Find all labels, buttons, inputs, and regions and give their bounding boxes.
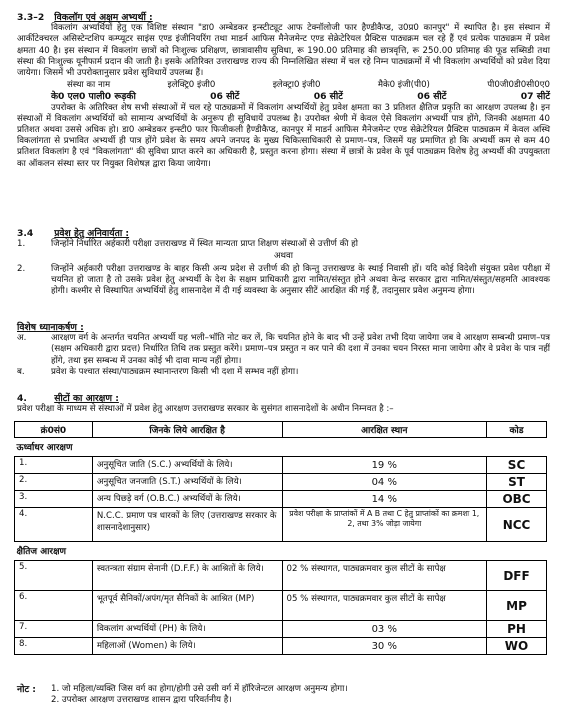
section-title: विकलॉग एवं अक्षम अभ्यर्थी : <box>54 12 153 23</box>
paragraph: विकलांग अभ्यर्थियों हेतु एक विशिष्ट संस्थान "डा0 अम्बेडकर इन्स्टीट्यूट आफ टेक्नॉलोजी फार हैण्डीकैप्ड, उ0प्र0 कानपुर" में स्थापित है। इस संस्थान में आर्कीटेक्चरल असिस्टेन्टशिप कम्प्यूटर साइंस एण्ड इंजीनियरिंग तथा माडर्न आफिस मैनेजमेन्ट एण्ड सेक्रेटेरियल प्रैक्टिस पाठ्यक्रम चल रहे हैं एवं प्रत्येक पाठ्यक्रम में प्रवेश क्षमता 40 है। इस संस्थान में विकलांग छात्रों को निःशुल्क प्रशिक्षण, छात्रावासीय सुविधा, रू 190.00 प्रतिमाह की छात्रवृत्ति, रू 250.00 प्रतिमाह की फूड सब्सिडी तथा संस्था की निःशुल्क यूनीफार्म प्रदान की जाती है। इसके अतिरिक्त उत्तराखण्ड राज्य की निम्नलिखित संस्था में चल रहे निम्न पाठ्यक्रमों में भी विकलांग अभ्यर्थियों को प्रवेश दिया जायेगा। जिसमें भी उपरोक्तानुसार प्रवेश सुविधायें उपलब्ध हैं। <box>17 23 550 79</box>
list-item: ब. प्रवेश के पश्चात संस्था/पाठ्यक्रम स्थानान्तरण किसी भी दशा में सम्भव नहीं होगा। <box>17 366 299 377</box>
col-reserved: आरक्षित स्थान <box>282 422 487 438</box>
table-row: 8. महिलाओं (Women) के लिये। 30 % WO <box>15 638 547 655</box>
note-item: 2. उपरोक्त आरक्षण उत्तराखण्ड शासन द्वारा परिवर्तनीय है। <box>51 695 232 706</box>
institution-col-2: इलेक्ट्रा0 इंजी0 <box>272 80 321 91</box>
section-number: 4. <box>17 393 27 404</box>
list-item: 2. जिन्होंने अर्हकारी परीक्षा उत्तराखण्ड के बाहर किसी अन्य प्रदेश से उत्तीर्ण की हो किन्तु उत्तराखण्ड के स्थाई निवासी हों। यदि कोई विदेशी संयुक्त प्रवेश परीक्षा में चयनित हो जाता है तो उसके प्रवेश हेतु अभ्यर्थी के देश के सक्षम प्राधिकारी द्वारा नामित/संस्तुत होने अथवा केन्द्र सरकार द्वारा नामित/संस्तुत/सहमति आवश्यक होगी। कश्मीर से विस्थापित अभ्यर्थियों हेतु शासनादेश में दी गई व्यवस्था के अनुसार सीटें आरक्षित की गई हैं, तदानुसार प्रवेश अनुमन्य होगा। <box>17 263 550 297</box>
institution-col-1: इलेक्ट्रि0 इंजी0 <box>167 80 216 91</box>
list-item-text: जिन्होंने अर्हकारी परीक्षा उत्तराखण्ड के बाहर किसी अन्य प्रदेश से उत्तीर्ण की हो किन्तु उत्तराखण्ड के स्थाई निवासी हों। यदि कोई विदेशी संयुक्त प्रवेश परीक्षा में चयनित हो जाता है तो उसके प्रवेश हेतु अभ्यर्थी के देश के सक्षम प्राधिकारी द्वारा नामित/संस्तुत होने अथवा केन्द्र सरकार द्वारा नामित/संस्तुत/सहमति आवश्यक होगी। कश्मीर से विस्थापित अभ्यर्थियों हेतु शासनादेश में दी गई व्यवस्था के अनुसार सीटें आरक्षित की गई हैं, तदानुसार प्रवेश अनुमन्य होगा। <box>51 263 550 297</box>
table-header <box>15 422 547 438</box>
table-row: 1. अनुसूचित जाति (S.C.) अभ्यर्थियों के लिये। 19 % SC <box>15 457 547 474</box>
seats-2: 06 सीटें <box>313 91 343 103</box>
table-row: 7. विकलांग अभ्यर्थियों (PH) के लिये। 03 % PH <box>15 621 547 638</box>
seats-1: 06 सीटें <box>210 91 240 103</box>
section-number: 3.3–2 <box>17 12 45 23</box>
or-text: अथवा <box>273 251 294 262</box>
section-3-3-2 <box>17 12 550 170</box>
intro-text: प्रवेश परीक्षा के माध्यम से संस्थाओं में प्रवेश हेतु आरक्षण उत्तराखण्ड सरकार के सुसंगत शासनादेशों के अधीन निम्नवत है :– <box>17 404 394 415</box>
reservation-table-wrap <box>0 421 547 655</box>
reservation-table <box>14 421 547 655</box>
note-item: 1. जो महिला/व्यक्ति जिस वर्ग का होगा/होगी उसे उसी वर्ग में हॉरिजेन्टल आरक्षण अनुमन्य होगा। <box>51 684 348 694</box>
table-row: 4. N.C.C. प्रमाण पत्र धारकों के लिए (उत्तराखण्ड सरकार के शासनादेशानुसार) प्रवेश परीक्षा के प्राप्तांकों में A B तथा C हेतु प्राप्तांकों का क्रमशः 1, 2, तथा 3% जोड़ा जायेगा NCC <box>15 508 547 542</box>
paragraph: उपरोक्त के अतिरिक्त शेष सभी संस्थाओं में चल रहे पाठ्यक्रमों में विकलांग अभ्यर्थियों हेतु प्रवेश क्षमता का 3 प्रतिशत क्षैतिज प्रकृति का आरक्षण उपलब्ध है। इन संस्थाओं में विकलांग अभ्यर्थियों को सामान्य अभ्यर्थियों के अनुरूप ही सुविधायें उपलब्ध है। उपरोक्त श्रेणी में केवल ऐसे विकलांग अभ्यर्थी पात्र होंगे, जिनकी अक्षमता 40 प्रतिशत अथवा उससे अधिक हो। डा0 अम्बेडकर इन्स्टी0 फार फिजीकली हैण्डीकैप्ड, कानपुर में माडर्न आफिस मैनेजमेन्ट एण्ड सेक्रेटेरियल प्रैक्टिस पाठ्यक्रम में केवल अस्थि विकलांगता से प्रभावित अभ्यर्थी ही पात्र होंगे प्रवेश के समय अपने जनपद के मुख्य चिकित्साधिकारी से प्रमाण–पत्र, जिसमें यह प्रमाणित हो कि अभ्यर्थी कम से कम 40 प्रतिशत विकलांग है एवं "विकलांगता" की सुविधा प्राप्त करने का अधिकारी है, प्रस्तुत करना होगा। संस्था में छात्रों के प्रवेश के पूर्व पाठ्यक्रम विशेष हेतु अभ्यर्थी की उपयुक्तता का ऑकलन संस्था स्तर पर नियुक्त विशेषज्ञ द्वारा किया जायेगा। <box>17 102 550 169</box>
col-serial: क्रं0सं0 <box>15 422 93 438</box>
note-label: नोट : <box>17 684 36 695</box>
section-title: विशेष ध्यानाकर्षण : <box>17 322 84 333</box>
note <box>17 684 550 706</box>
institution-row <box>17 91 550 102</box>
section-3-4 <box>17 228 550 297</box>
table-row: 6. भूतपूर्व सैनिकों/अपंग/मृत सैनिकों के आश्रित (MP) 05 % संस्थागत, पाठ्यक्रमवार कुल सीटों के सापेक्ष MP <box>15 591 547 621</box>
list-item: अ. आरक्षण वर्ग के अन्तर्गत चयनित अभ्यर्थी यह भली–भॉति नोट कर लें, कि चयनित होने के बाद भी उन्हें प्रवेश तभी दिया जायेगा जब वे आरक्षण सम्बन्धी प्रमाण–पत्र (सक्षम अधिकारी द्वारा प्रदत्त) निर्धारित तिथि तक प्रस्तुत करेंगे। प्रमाण–पत्र प्रस्तुत न कर पाने की दशा में उनका चयन निरस्त माना जायेगा और वे प्रवेश के पात्र नहीं होंगे, तथा इस सम्बन्ध में उनका कोई भी दावा मान्य नहीं होगा। <box>17 333 550 366</box>
section-number: 3.4 <box>17 228 34 239</box>
group-heading: क्षैतिज आरक्षण <box>15 542 547 561</box>
seats-3: 06 सीटें <box>417 91 447 103</box>
section-title: प्रवेश हेतु अनिवार्यता : <box>54 228 130 239</box>
col-for: जिनके लिये आरक्षित है <box>92 422 282 438</box>
list-item: 1. जिन्होंने निर्धारित अर्हकारी परीक्षा उत्तराखण्ड में स्थित मान्यता प्राप्त शिक्षण संस्थाओं से उत्तीर्ण की हो <box>17 239 358 250</box>
section-4 <box>17 393 550 415</box>
list-item-text: जिन्होंने निर्धारित अर्हकारी परीक्षा उत्तराखण्ड में स्थित मान्यता प्राप्त शिक्षण संस्थाओं से उत्तीर्ण की हो <box>51 239 358 250</box>
table-row: 2. अनुसूचित जनजाति (S.T.) अभ्यर्थियों के लिये। 04 % ST <box>15 474 547 491</box>
institution-name: के0 एल0 पाली0 रूड़की <box>51 91 136 103</box>
list-item-text: प्रवेश के पश्चात संस्था/पाठ्यक्रम स्थानान्तरण किसी भी दशा में सम्भव नहीं होगा। <box>51 366 299 377</box>
col-code: कोड <box>487 422 547 438</box>
institution-col-4: पी0जी0डी0सी0ए0 <box>487 80 550 91</box>
seats-4: 07 सीटें <box>520 91 550 103</box>
institution-header-row <box>17 80 550 91</box>
special-attention <box>17 322 550 378</box>
group-heading: ऊर्ध्वाधर आरक्षण <box>15 438 547 457</box>
list-item-text: आरक्षण वर्ग के अन्तर्गत चयनित अभ्यर्थी यह भली–भॉति नोट कर लें, कि चयनित होने के बाद भी उन्हें प्रवेश तभी दिया जायेगा जब वे आरक्षण सम्बन्धी प्रमाण–पत्र (सक्षम अधिकारी द्वारा प्रदत्त) निर्धारित तिथि तक प्रस्तुत करेंगे। प्रमाण–पत्र प्रस्तुत न कर पाने की दशा में उनका चयन निरस्त माना जायेगा और वे प्रवेश के पात्र नहीं होंगे, तथा इस सम्बन्ध में उनका कोई भी दावा मान्य नहीं होगा। <box>51 333 550 366</box>
institution-col-3: मैके0 इंजी(पी0) <box>377 80 430 91</box>
table-row: 5. स्वतन्त्रता संग्राम सेनानी (D.F.F.) के आश्रितों के लिये। 02 % संस्थागत, पाठ्यक्रमवार कुल सीटों के सापेक्ष DFF <box>15 561 547 591</box>
section-title: सीटों का आरक्षण : <box>54 393 119 404</box>
institution-col-name: संस्था का नाम <box>67 80 111 91</box>
table-row: 3. अन्य पिछड़े वर्ग (O.B.C.) अभ्यर्थियों के लिये। 14 % OBC <box>15 491 547 508</box>
